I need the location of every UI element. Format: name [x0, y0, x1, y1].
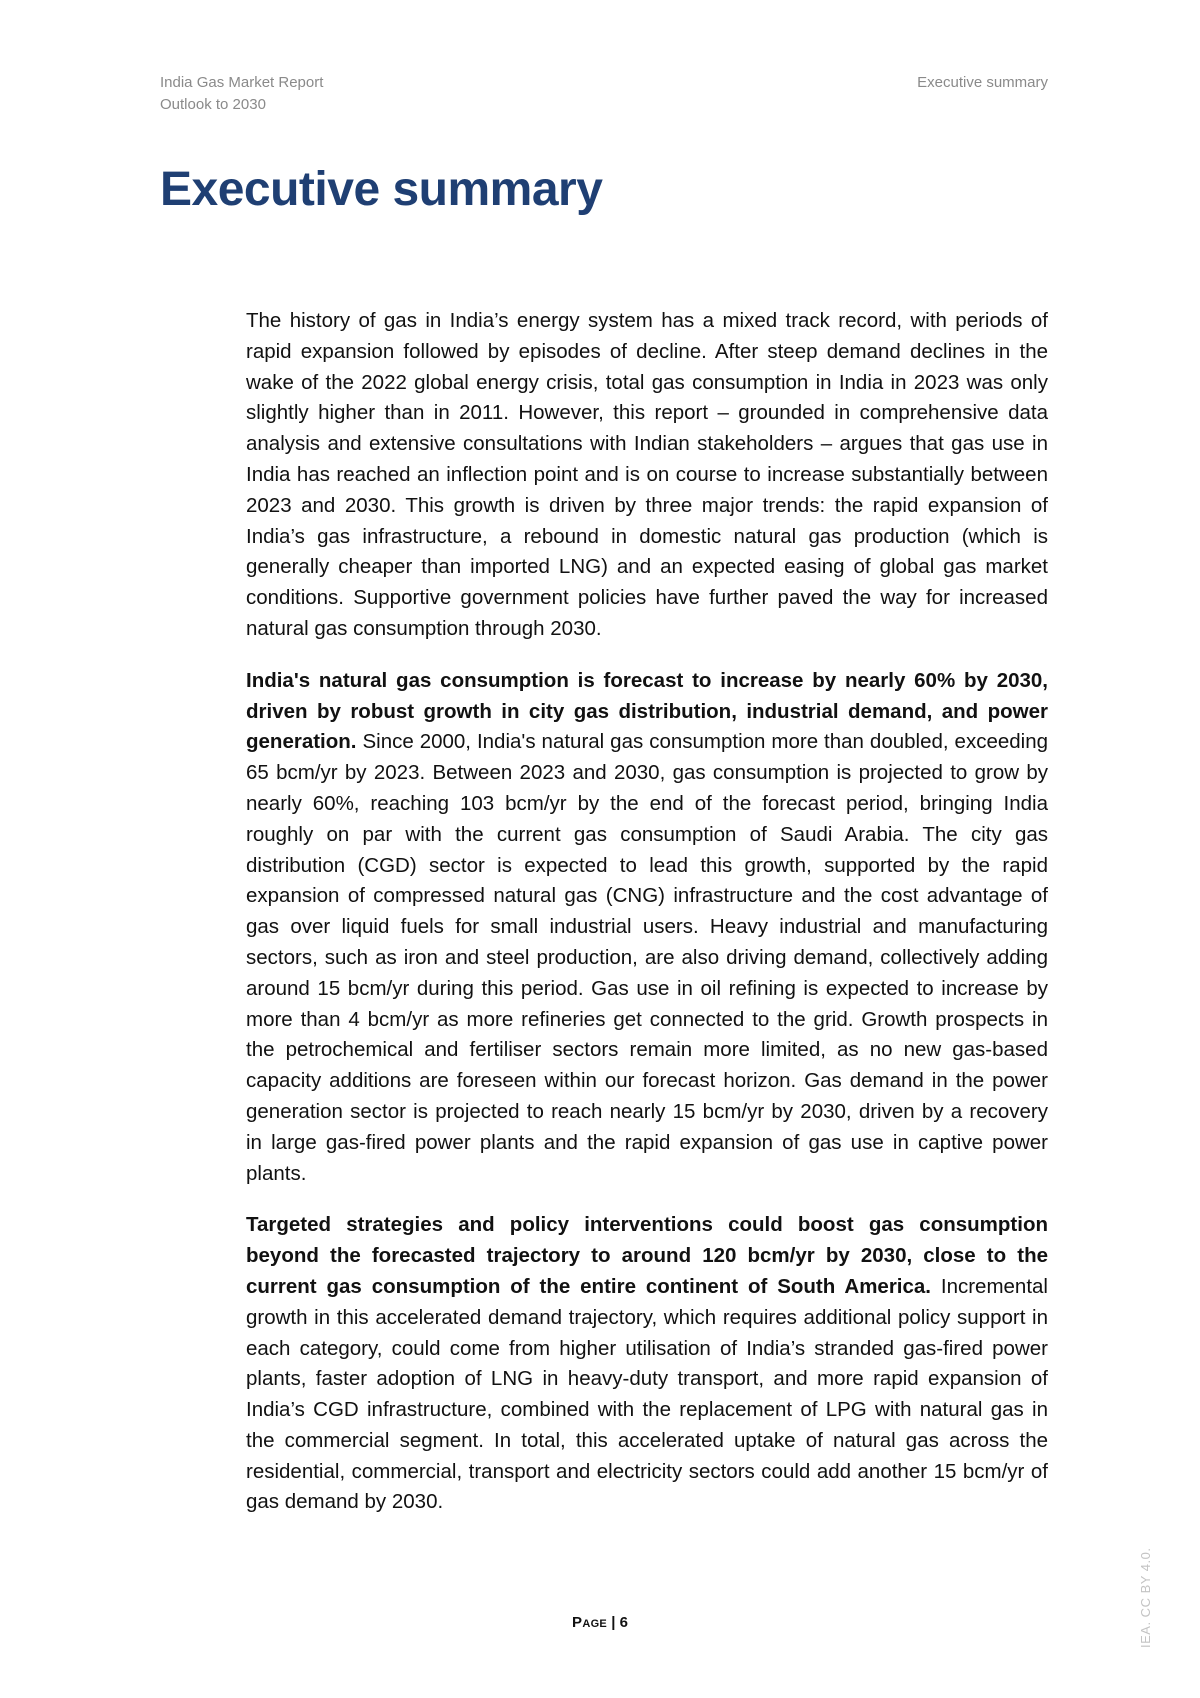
page-number: 6 — [619, 1614, 628, 1631]
body-text — [246, 306, 1048, 1539]
page-footer — [0, 1614, 1200, 1631]
report-subtitle: Outlook to 2030 — [160, 96, 266, 113]
paragraph-3-text: Incremental growth in this accelerated demand trajectory, which requires additional policy support in each category, could come from higher utilisation of India’s stranded gas-fired power plants, faster adoption of LNG in heavy-duty transport, and more rapid expansion of India’s CGD infrastructure, combined with the replacement of LPG with natural gas in the commercial segment. In total, this accelerated uptake of natural gas across the residential, commercial, transport and electricity sectors could add another 15 bcm/yr of gas demand by 2030. — [246, 1274, 1048, 1514]
running-header-section: Executive summary — [917, 74, 1048, 91]
paragraph-2-text: Since 2000, India's natural gas consumption more than doubled, exceeding 65 bcm/yr by 2023. Between 2023 and 2030, gas consumption is projected to grow by nearly 60%, reaching 103 bcm/yr by the end of the forecast period, bringing India roughly on par with the current gas consumption of Saudi Arabia. The city gas distribution (CGD) sector is expected to lead this growth, supported by the rapid expansion of compressed natural gas (CNG) infrastructure and the cost advantage of gas over liquid fuels for small industrial users. Heavy industrial and manufacturing sectors, such as iron and steel production, are also driving demand, collectively adding around 15 bcm/yr during this period. Gas use in oil refining is expected to increase by more than 4 bcm/yr as more refineries get connected to the grid. Growth prospects in the petrochemical and fertiliser sectors remain more limited, as no new gas-based capacity additions are foreseen within our forecast horizon. Gas demand in the power generation sector is projected to reach nearly 15 bcm/yr by 2030, driven by a recovery in large gas-fired power plants and the rapid expansion of gas use in captive power plants. — [246, 730, 1048, 1185]
page-separator: | — [607, 1614, 620, 1631]
page-title: Executive summary — [160, 163, 603, 216]
paragraph-1 — [246, 306, 1048, 645]
paragraph-2 — [246, 666, 1048, 1190]
paragraph-1-text: The history of gas in India’s energy system has a mixed track record, with periods of rapid expansion followed by episodes of decline. After steep demand declines in the wake of the 2022 global energy crisis, total gas consumption in India in 2023 was only slightly higher than in 2011. However, this report – grounded in comprehensive data analysis and extensive consultations with Indian stakeholders – argues that gas use in India has reached an inflection point and is on course to increase substantially between 2023 and 2030. This growth is driven by three major trends: the rapid expansion of India’s gas infrastructure, a rebound in domestic natural gas production (which is generally cheaper than imported LNG) and an expected easing of global gas market conditions. Supportive government policies have further paved the way for increased natural gas consumption through 2030. — [246, 309, 1048, 640]
paragraph-2-lead: India's natural gas consumption is forecast to increase by nearly 60% by 2030, driven by robust growth in city gas distribution, industrial demand, and power generation. — [246, 668, 1048, 754]
report-title: India Gas Market Report — [160, 74, 324, 91]
paragraph-3 — [246, 1210, 1048, 1518]
license-note: IEA. CC BY 4.0. — [1138, 1547, 1153, 1648]
running-header-left — [160, 72, 323, 116]
paragraph-3-lead: Targeted strategies and policy interventions could boost gas consumption beyond the forecasted trajectory to around 120 bcm/yr by 2030, close to the current gas consumption of the entire continent of South America. — [246, 1213, 1048, 1298]
page-label: Page — [572, 1614, 608, 1631]
